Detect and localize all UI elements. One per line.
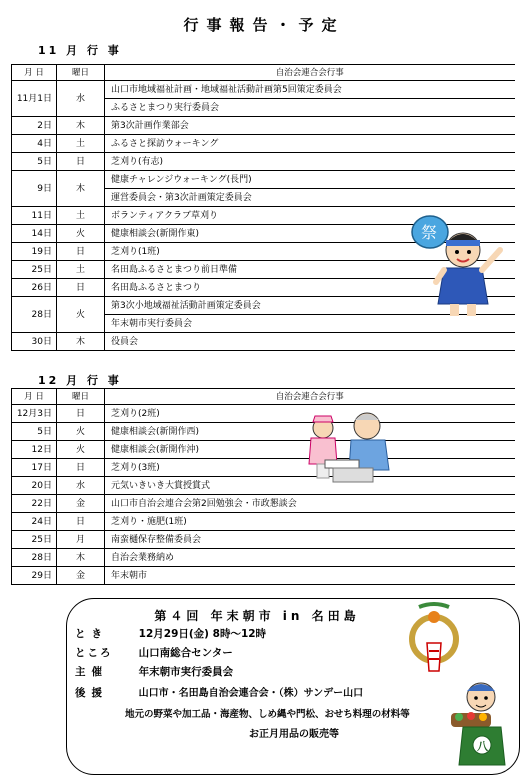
market-host-row bbox=[67, 664, 233, 679]
event-cell: 山口市自治会連合会第2回勉強会・市政懇談会 bbox=[105, 495, 405, 513]
date-cell: 11月1日 bbox=[12, 81, 57, 117]
blank-cell bbox=[405, 189, 515, 207]
market-when-value: 12月29日(金) 8時〜12時 bbox=[138, 628, 267, 640]
date-cell: 5日 bbox=[12, 153, 57, 171]
market-where-label: ところ bbox=[75, 647, 113, 659]
weekday-cell: 土 bbox=[57, 261, 105, 279]
date-cell: 25日 bbox=[12, 261, 57, 279]
table-row bbox=[12, 549, 515, 567]
date-cell: 12月3日 bbox=[12, 405, 57, 423]
weekday-header: 曜日 bbox=[57, 389, 105, 405]
date-cell: 19日 bbox=[12, 243, 57, 261]
date-cell: 22日 bbox=[12, 495, 57, 513]
weekday-cell: 水 bbox=[57, 81, 105, 117]
blank-cell bbox=[405, 135, 515, 153]
blank-cell bbox=[405, 513, 515, 531]
event-cell: 芝刈り(1班) bbox=[105, 243, 405, 261]
blank-cell bbox=[405, 441, 515, 459]
table-header-row bbox=[12, 389, 515, 405]
table-row bbox=[12, 441, 515, 459]
weekday-cell: 火 bbox=[57, 441, 105, 459]
date-cell: 11日 bbox=[12, 207, 57, 225]
table-row bbox=[12, 135, 515, 153]
event-cell: 芝刈り(3班) bbox=[105, 459, 405, 477]
weekday-cell: 土 bbox=[57, 207, 105, 225]
table-row bbox=[12, 423, 515, 441]
date-cell: 17日 bbox=[12, 459, 57, 477]
weekday-cell: 月 bbox=[57, 531, 105, 549]
weekday-cell: 日 bbox=[57, 279, 105, 297]
blank-cell bbox=[405, 459, 515, 477]
date-cell: 12日 bbox=[12, 441, 57, 459]
weekday-cell: 土 bbox=[57, 135, 105, 153]
event-cell: 健康チャレンジウォーキング(長門) bbox=[105, 171, 405, 189]
events-header: 自治会連合会行事 bbox=[105, 65, 515, 81]
dec-schedule-table bbox=[11, 388, 515, 585]
date-cell: 20日 bbox=[12, 477, 57, 495]
market-support-row bbox=[67, 684, 363, 700]
date-cell: 30日 bbox=[12, 333, 57, 351]
date-header: 月 日 bbox=[12, 389, 57, 405]
table-row bbox=[12, 405, 515, 423]
blank-cell bbox=[405, 531, 515, 549]
event-cell: 健康相談会(新開作沖) bbox=[105, 441, 405, 459]
page-title: 行事報告・予定 bbox=[183, 16, 345, 34]
event-cell: ふるさとまつり実行委員会 bbox=[105, 99, 405, 117]
blank-cell bbox=[405, 495, 515, 513]
date-cell: 28日 bbox=[12, 297, 57, 333]
date-cell: 25日 bbox=[12, 531, 57, 549]
event-cell: ふるさと探訪ウォーキング bbox=[105, 135, 405, 153]
weekday-cell: 金 bbox=[57, 567, 105, 585]
date-cell: 5日 bbox=[12, 423, 57, 441]
date-cell: 24日 bbox=[12, 513, 57, 531]
event-cell: 名田島ふるさとまつり前日準備 bbox=[105, 261, 405, 279]
market-support-label: 後援 bbox=[75, 687, 108, 699]
date-cell: 14日 bbox=[12, 225, 57, 243]
table-row bbox=[12, 459, 515, 477]
table-row bbox=[12, 513, 515, 531]
blank-cell bbox=[405, 99, 515, 117]
date-header: 月 日 bbox=[12, 65, 57, 81]
weekday-cell: 日 bbox=[57, 405, 105, 423]
weekday-header: 曜日 bbox=[57, 65, 105, 81]
event-cell: 第3次小地域福祉活動計画策定委員会 bbox=[105, 297, 405, 315]
weekday-cell: 火 bbox=[57, 423, 105, 441]
blank-cell bbox=[405, 171, 515, 189]
weekday-cell: 日 bbox=[57, 243, 105, 261]
weekday-cell: 日 bbox=[57, 459, 105, 477]
festival-boy-illustration bbox=[408, 208, 508, 320]
market-support-value: 山口市・名田島自治会連合会・（株）サンデー山口 bbox=[138, 688, 364, 699]
event-cell: 芝刈り(有志) bbox=[105, 153, 405, 171]
weekday-cell: 木 bbox=[57, 333, 105, 351]
apron-mark: 八 bbox=[477, 740, 488, 753]
market-when-row bbox=[67, 626, 266, 641]
table-row bbox=[12, 117, 515, 135]
weekday-cell: 木 bbox=[57, 171, 105, 207]
festival-fan-text: 祭 bbox=[421, 223, 438, 242]
date-cell: 29日 bbox=[12, 567, 57, 585]
date-cell: 26日 bbox=[12, 279, 57, 297]
weekday-cell: 木 bbox=[57, 117, 105, 135]
weekday-cell: 日 bbox=[57, 153, 105, 171]
date-cell: 2日 bbox=[12, 117, 57, 135]
market-host-label: 主催 bbox=[75, 666, 108, 678]
year-end-market-box bbox=[66, 598, 520, 775]
blank-cell bbox=[405, 333, 515, 351]
vendor-man-illustration bbox=[445, 677, 515, 769]
blank-cell bbox=[405, 153, 515, 171]
event-cell: 元気いきいき大賞授賞式 bbox=[105, 477, 405, 495]
event-cell: 芝刈り・施肥(1班) bbox=[105, 513, 405, 531]
event-cell: 健康相談会(新開作東) bbox=[105, 225, 405, 243]
blank-cell bbox=[405, 423, 515, 441]
event-cell: 自治会業務納め bbox=[105, 549, 405, 567]
weekday-cell: 火 bbox=[57, 225, 105, 243]
weekday-cell: 金 bbox=[57, 495, 105, 513]
event-cell: 南蛮樋保存整備委員会 bbox=[105, 531, 405, 549]
event-cell: ボランティアクラブ草刈り bbox=[105, 207, 405, 225]
market-when-label: とき bbox=[75, 628, 108, 640]
table-header-row bbox=[12, 65, 515, 81]
event-cell: 年末朝市 bbox=[105, 567, 405, 585]
events-header: 自治会連合会行事 bbox=[105, 389, 515, 405]
blank-cell bbox=[405, 405, 515, 423]
event-cell: 運営委員会・第3次計画策定委員会 bbox=[105, 189, 405, 207]
weekday-cell: 水 bbox=[57, 477, 105, 495]
date-cell: 9日 bbox=[12, 171, 57, 207]
market-where-value: 山口南総合センター bbox=[138, 647, 233, 659]
nov-section-title: 11 月 行 事 bbox=[38, 44, 122, 57]
table-row bbox=[12, 531, 515, 549]
market-host-value: 年末朝市実行委員会 bbox=[138, 666, 234, 678]
weekday-cell: 木 bbox=[57, 549, 105, 567]
market-description-line-2: お正月用品の販売等 bbox=[249, 729, 339, 740]
table-row bbox=[12, 171, 515, 189]
health-consultation-illustration bbox=[303, 408, 393, 486]
blank-cell bbox=[405, 477, 515, 495]
table-row bbox=[12, 333, 515, 351]
table-row bbox=[12, 81, 515, 99]
date-cell: 28日 bbox=[12, 549, 57, 567]
event-cell: 山口市地域福祉計画・地域福祉活動計画第5回策定委員会 bbox=[105, 81, 405, 99]
event-cell: 第3次計画作業部会 bbox=[105, 117, 405, 135]
shimenawa-decoration-icon bbox=[403, 601, 465, 683]
event-cell: 名田島ふるさとまつり bbox=[105, 279, 405, 297]
weekday-cell: 日 bbox=[57, 513, 105, 531]
market-title: 第４回 年末朝市 in 名田島 bbox=[154, 609, 360, 623]
market-description-line-1: 地元の野菜や加工品・海産物、しめ縄や門松、おせち料理の材料等 bbox=[125, 709, 410, 720]
weekday-cell: 火 bbox=[57, 297, 105, 333]
blank-cell bbox=[405, 117, 515, 135]
event-cell: 年末朝市実行委員会 bbox=[105, 315, 405, 333]
table-row bbox=[12, 495, 515, 513]
date-cell: 4日 bbox=[12, 135, 57, 153]
event-cell: 健康相談会(新開作西) bbox=[105, 423, 405, 441]
blank-cell bbox=[405, 81, 515, 99]
blank-cell bbox=[405, 549, 515, 567]
event-cell: 役員会 bbox=[105, 333, 405, 351]
market-where-row bbox=[67, 645, 233, 660]
blank-cell bbox=[405, 567, 515, 585]
table-row bbox=[12, 477, 515, 495]
dec-section-title: 12 月 行 事 bbox=[38, 374, 122, 387]
table-row bbox=[12, 153, 515, 171]
table-row bbox=[12, 567, 515, 585]
event-cell: 芝刈り(2班) bbox=[105, 405, 405, 423]
